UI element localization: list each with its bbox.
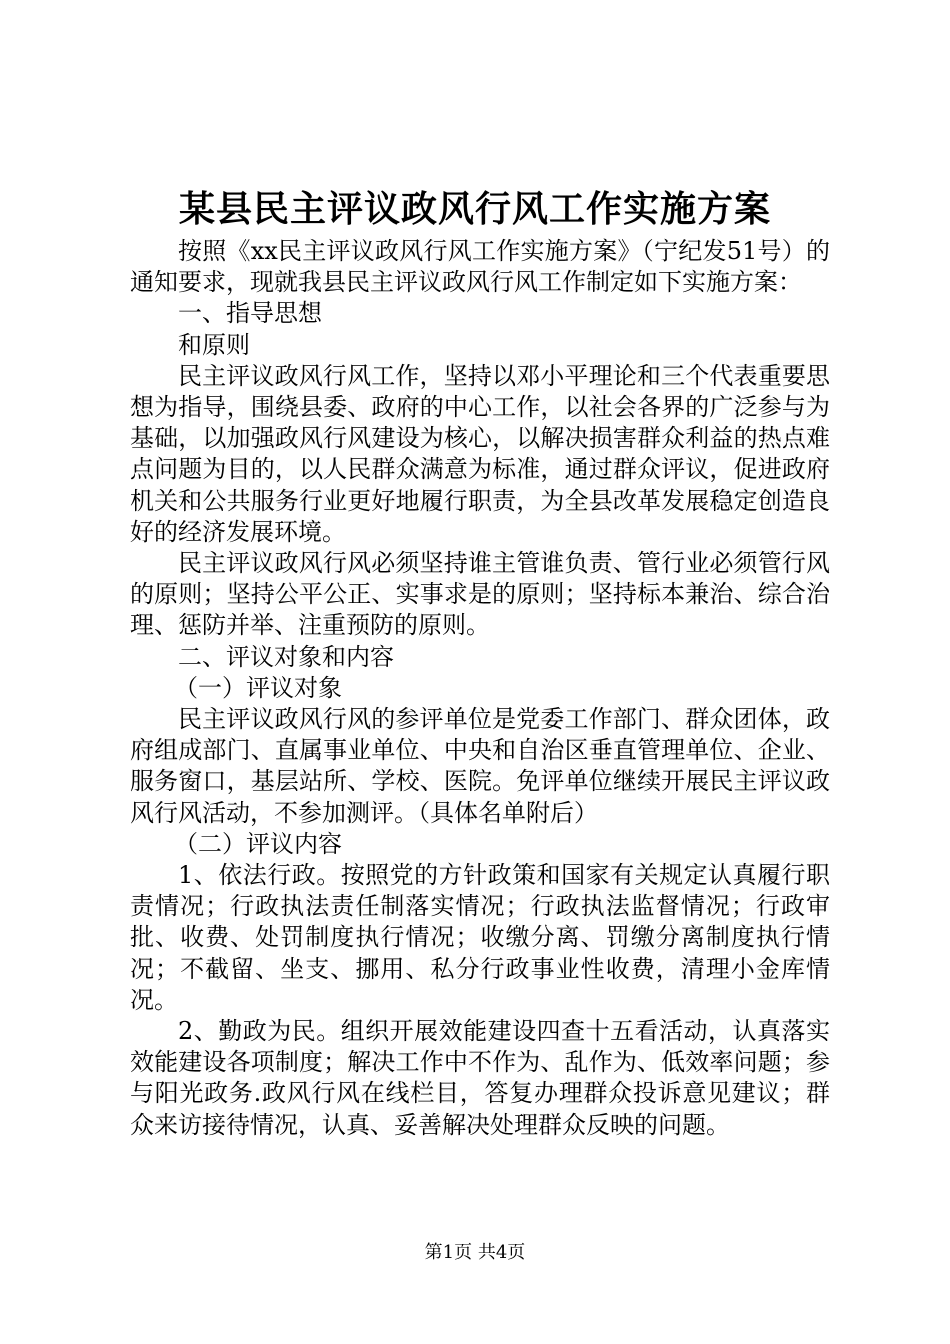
- document-body: [130, 236, 830, 1141]
- section-heading-2: 二、评议对象和内容: [178, 642, 394, 671]
- subsection-heading-2: （二）评议内容: [174, 829, 342, 858]
- section-heading-1: 一、指导思想: [178, 299, 322, 328]
- principles-paragraph: 民主评议政风行风必须坚持谁主管谁负责、管行业必须管行风的原则；坚持公平公正、实事求是的原则；坚持标本兼治、综合治理、惩防并举、注重预防的原则。: [130, 549, 830, 640]
- section-heading-1-continued: 和原则: [178, 330, 250, 359]
- page-footer: 第1页 共4页: [424, 1242, 526, 1263]
- subsection-heading-1: （一）评议对象: [174, 673, 342, 702]
- evaluation-targets-paragraph: 民主评议政风行风的参评单位是党委工作部门、群众团体，政府组成部门、直属事业单位、中央和自治区垂直管理单位、企业、服务窗口，基层站所、学校、医院。免评单位继续开展民主评议政风行风活动，不参加测评。（具体名单附后）: [130, 705, 830, 827]
- guiding-paragraph: 民主评议政风行风工作，坚持以邓小平理论和三个代表重要思想为指导，围绕县委、政府的中心工作，以社会各界的广泛参与为基础，以加强政风行风建设为核心，以解决损害群众利益的热点难点问题为目的，以人民群众满意为标准，通过群众评议，促进政府机关和公共服务行业更好地履行职责，为全县改革发展稳定创造良好的经济发展环境。: [130, 361, 830, 546]
- intro-paragraph: 按照《xx民主评议政风行风工作实施方案》（宁纪发51号）的通知要求，现就我县民主评议政风行风工作制定如下实施方案：: [130, 237, 830, 297]
- content-item-1: 1、依法行政。按照党的方针政策和国家有关规定认真履行职责情况；行政执法责任制落实情况；行政执法监督情况；行政审批、收费、处罚制度执行情况；收缴分离、罚缴分离制度执行情况；不截留、坐支、挪用、私分行政事业性收费，清理小金库情况。: [130, 861, 830, 1014]
- document-title: 某县民主评议政风行风工作实施方案: [178, 188, 771, 230]
- content-item-2: 2、勤政为民。组织开展效能建设四查十五看活动，认真落实效能建设各项制度；解决工作中不作为、乱作为、低效率问题；参与阳光政务.政风行风在线栏目，答复办理群众投诉意见建议；群众来访接待情况，认真、妥善解决处理群众反映的问题。: [130, 1017, 830, 1139]
